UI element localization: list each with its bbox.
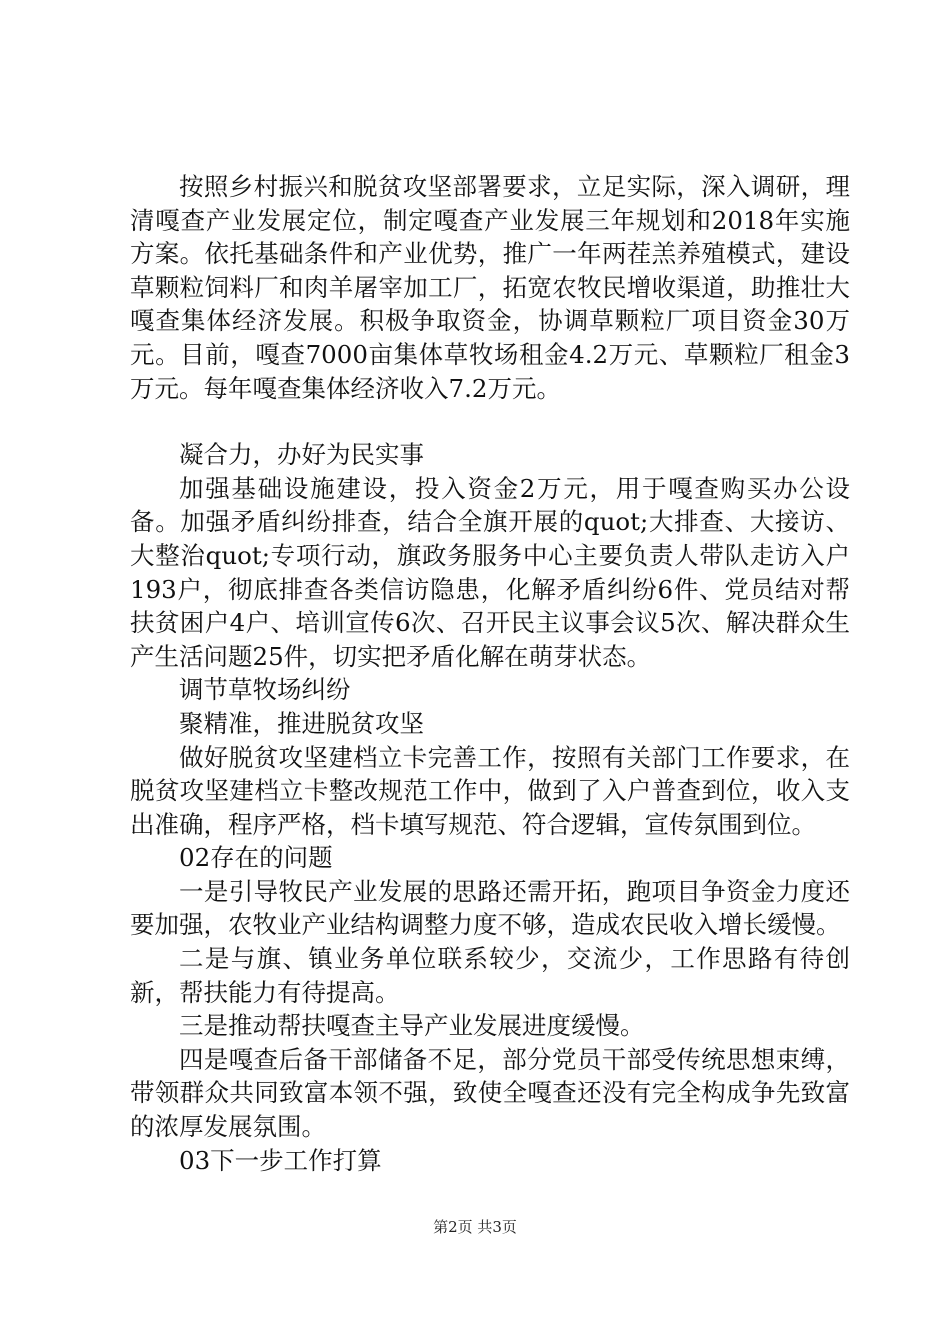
problem-item-3: 三是推动帮扶嘎查主导产业发展进度缓慢。 xyxy=(179,1011,645,1041)
heading-poverty-alleviation: 聚精准，推进脱贫攻坚 xyxy=(179,708,424,738)
heading-next-steps: 03下一步工作打算 xyxy=(179,1145,382,1175)
paragraph-planning: 按照乡村振兴和脱贫攻坚部署要求，立足实际，深入调研，理清嘎查产业发展定位，制定嘎查产业发展三年规划和2018年实施方案。依托基础条件和产业优势，推广一年两茬羔养殖模式，建设草颗粒饲料厂和肉羊屠宰加工厂，拓宽农牧民增收渠道，助推壮大嘎查集体经济发展。积极争取资金，协调草颗粒厂项目资金30万元。目前，嘎查7000亩集体草牧场租金4.2万元、草颗粒厂租金3万元。每年嘎查集体经济收入7.2万元。 xyxy=(130,172,850,403)
document-body xyxy=(130,170,850,1177)
heading-existing-problems: 02存在的问题 xyxy=(179,843,333,873)
heading-grassland-disputes: 调节草牧场纠纷 xyxy=(179,675,351,705)
heading-unite-strength: 凝合力，办好为民实事 xyxy=(179,440,424,470)
paragraph-filing-work: 做好脱贫攻坚建档立卡完善工作，按照有关部门工作要求，在脱贫攻坚建档立卡整改规范工作中，做到了入户普查到位，收入支出准确，程序严格，档卡填写规范、符合逻辑，宣传氛围到位。 xyxy=(130,742,850,839)
problem-item-1: 一是引导牧民产业发展的思路还需开拓，跑项目争资金力度还要加强，农牧业产业结构调整力度不够，造成农民收入增长缓慢。 xyxy=(130,876,850,940)
problem-item-4: 四是嘎查后备干部储备不足，部分党员干部受传统思想束缚，带领群众共同致富本领不强，致使全嘎查还没有完全构成争先致富的浓厚发展氛围。 xyxy=(130,1044,850,1142)
paragraph-infrastructure: 加强基础设施建设，投入资金2万元，用于嘎查购买办公设备。加强矛盾纠纷排查，结合全旗开展的quot;大排查、大接访、大整治quot;专项行动，旗政务服务中心主要负责人带队走访入户193户，彻底排查各类信访隐患，化解矛盾纠纷6件、党员结对帮扶贫困户4户、培训宣传6次、召开民主议事会议5次、解决群众生产生活问题25件，切实把矛盾化解在萌芽状态。 xyxy=(130,473,850,671)
page-footer: 第2页 共3页 xyxy=(433,1218,517,1236)
problem-item-2: 二是与旗、镇业务单位联系较少，交流少，工作思路有待创新，帮扶能力有待提高。 xyxy=(130,944,850,1007)
